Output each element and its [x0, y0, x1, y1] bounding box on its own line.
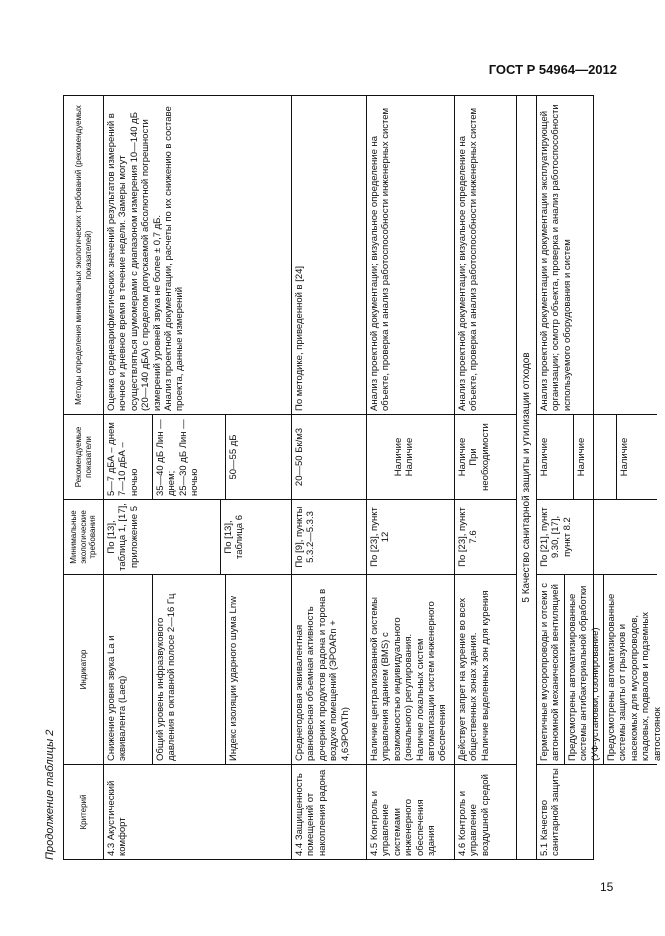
indicator-sub: Снижение уровня звука La и эквивалента (Laeq)	[104, 575, 153, 764]
indicator-cell	[537, 574, 663, 764]
criterion-cell: 5.1 Качество санитарной защиты	[537, 764, 657, 859]
criterion-cell: 4.3 Акустический комфорт	[104, 764, 291, 859]
recommended-sub: Наличие	[619, 437, 630, 477]
indicator-sub: Предусмотрены автоматизированные системы антибактериальной обработки (УФ-установки, озонирование)	[565, 575, 604, 764]
criterion-cell: 4.4 Защищенность помещений от накопления радона	[292, 764, 366, 859]
recommended-sub: Наличие	[574, 415, 617, 499]
indicator-sub: Общий уровень инфразвукового давления в октавной полосе 2—16 Гц	[153, 575, 226, 764]
method-cell: Анализ проектной документации и документации эксплуатирующей организации; осмотр объекта, проверка и анализ работоспособности используемого оборудования и систем	[539, 104, 573, 411]
criterion-cell: 4.5 Контроль и управление системами инженерного обеспечения здания	[367, 764, 454, 859]
min-req-cell	[104, 499, 291, 574]
table-header-row	[64, 96, 104, 859]
min-req-cell: По [23], пункт 7.6	[455, 499, 516, 574]
indicator-sub: Предусмотрены автоматизированные системы защиты от грызунов и насекомых для мусоропроводов, кладовых, подвалов и подземных автостоянок	[605, 593, 663, 761]
table-continuation-caption: Продолжение таблицы 2	[44, 729, 56, 860]
requirements-table	[63, 95, 663, 860]
min-req-sub: По [13], таблица 1, [17], приложение 5	[104, 500, 221, 574]
recommended-cell: Наличие При необходимости	[455, 414, 516, 499]
recommended-sub: 50—55 дБ	[228, 434, 239, 480]
method-cell: Анализ проектной документации; визуальное определение на объекте, проверка и анализ работоспособности инженерных систем	[457, 107, 480, 411]
indicator-cell: Действует запрет на курение во всех общественных зонах здания. Наличие выделенных зон для курения	[455, 574, 516, 764]
indicator-sub: Индекс изоляции ударного шума Lnw	[228, 596, 239, 761]
min-req-sub: По [13], таблица 6	[223, 514, 246, 560]
recommended-cell	[537, 414, 657, 499]
table-row-4-3	[104, 96, 292, 859]
recommended-cell	[104, 414, 291, 499]
table-row-4-5	[367, 96, 455, 859]
column-header-recommended: Рекомендуемые показатели	[64, 414, 103, 499]
criterion-cell: 4.6 Контроль и управление воздушной средой	[455, 764, 516, 859]
indicator-cell: Среднегодовая эквивалентная равновесная объемная активность дочерних продуктов радона и торона в воздухе помещений (ЭРОАRn + 4,6ЭРОАTh)	[292, 574, 366, 764]
method-cell: Оценка среднеарифметических значений результатов измерений в ночное и дневное время в течение недели. Замеры могут осуществляться шумомерами с диапазоном измерения 10—140 дБ (20—140 дБА) с пределом допускаемой абсолютной погрешности измерений уровней звука не более ± 0,7 дБ. Анализ проектной документации, расчеты по их снижению в составе проекта, данные измерений	[106, 106, 186, 411]
column-header-criterion: Критерий	[64, 764, 103, 859]
table-row-5-1	[537, 96, 663, 859]
min-req-cell: По [9], пункты 5.3.2—5.3.3	[292, 499, 366, 574]
indicator-cell	[104, 574, 291, 764]
recommended-cell: Наличие Наличие	[367, 414, 454, 499]
recommended-cell: 20—50 Бк/м3	[292, 414, 366, 499]
table-row-4-6	[455, 96, 517, 859]
page-number: 15	[600, 880, 614, 894]
recommended-sub: 35—40 дБ Лин — днем; 25—30 дБ Лин — ночью	[153, 415, 226, 499]
section-title: 5 Качество санитарной защиты и утилизации отходов	[520, 352, 532, 603]
min-req-cell: По [21], пункт 9.30, [17], пункт 8.2	[537, 499, 657, 574]
min-req-cell: По [23], пункт 12	[367, 499, 454, 574]
recommended-sub: 5—7 дБА – днем 7—10 дБА – ночью	[104, 415, 153, 499]
column-header-min-requirements: Минимальные экологические требования	[64, 499, 103, 574]
indicator-cell: Наличие централизованной системы управления зданием (BMS) с возможностью индивидуального (зонального) регулирования. Наличие локальных систем автоматизации систем инженерного обеспечения	[367, 574, 454, 764]
recommended-sub: Наличие	[537, 415, 574, 499]
table-row-4-4	[292, 96, 367, 859]
section-heading-5	[517, 96, 537, 859]
method-cell: По методике, приведенной в [24]	[294, 265, 305, 411]
column-header-indicator: Индикатор	[64, 574, 103, 764]
method-cell: Анализ проектной документации; визуальное определение на объекте, проверка и анализ работоспособности инженерных систем	[369, 107, 392, 411]
indicator-sub: Герметичные мусоропроводы и отсеки с автономной механической вентиляцией	[537, 575, 565, 764]
document-code: ГОСТ Р 54964—2012	[488, 62, 617, 77]
column-header-methods: Методы определения минимальных экологических требований (рекомендуемых показателей)	[73, 105, 93, 405]
